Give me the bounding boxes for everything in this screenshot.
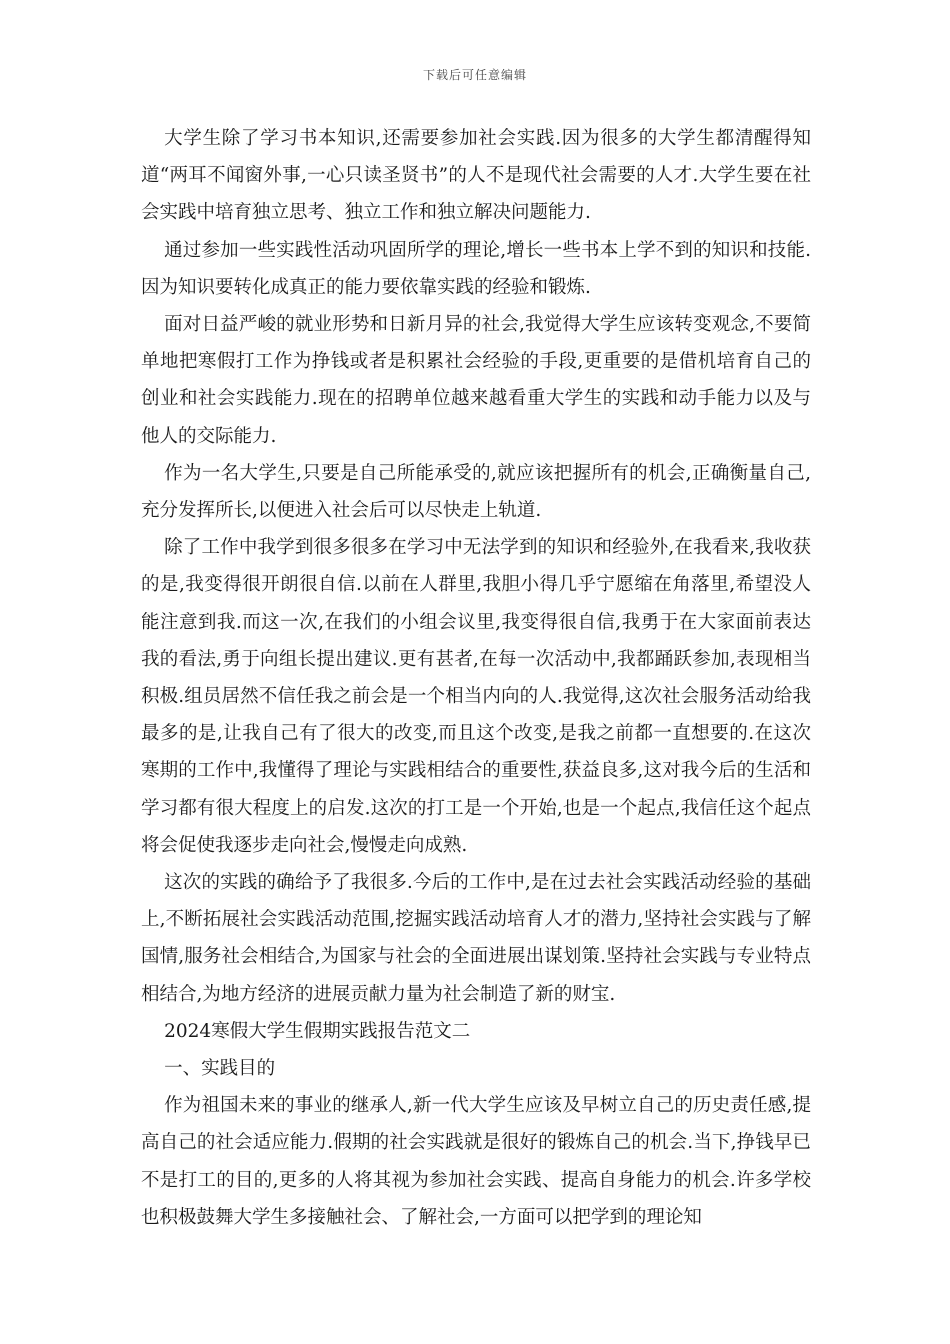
paragraph-employment: 面对日益严峻的就业形势和日新月异的社会,我觉得大学生应该转变观念,不要简单地把寒假打工作为挣钱或者是积累社会经验的手段,更重要的是借机培育自己的创业和社会实践能力.现在的招聘单位越来越看重大学生的实践和动手能力以及与他人的交际能力. (141, 314, 811, 447)
paragraph-purpose: 作为祖国未来的事业的继承人,新一代大学生应该及早树立自己的历史责任感,提高自己的社会适应能力.假期的社会实践就是很好的锻炼自己的机会.当下,挣钱早已不是打工的目的,更多的人将其视为参加社会实践、提高自身能力的机会.许多学校也积极鼓舞大学生多接触社会、了解社会,一方面可以把学到的理论知 (141, 1095, 811, 1228)
paragraph-intro: 大学生除了学习书本知识,还需要参加社会实践.因为很多的大学生都清醒得知道“两耳不闻窗外事,一心只读圣贤书”的人不是现代社会需要的人才.大学生要在社会实践中培育独立思考、独立工作和独立解决问题能力. (141, 128, 811, 224)
document-body (141, 120, 811, 1236)
paragraph-opportunity: 作为一名大学生,只要是自己所能承受的,就应该把握所有的机会,正确衡量自己,充分发挥所长,以便进入社会后可以尽快走上轨道. (141, 462, 811, 522)
paragraph-future-work: 这次的实践的确给予了我很多.今后的工作中,是在过去社会实践活动经验的基础上,不断拓展社会实践活动范围,挖掘实践活动培育人才的潜力,坚持社会实践与了解国情,服务社会相结合,为国家与社会的全面进展出谋划策.坚持社会实践与专业特点相结合,为地方经济的进展贡献力量为社会制造了新的财宝. (141, 872, 811, 1005)
paragraph-theory: 通过参加一些实践性活动巩固所学的理论,增长一些书本上学不到的知识和技能.因为知识要转化成真正的能力要依靠实践的经验和锻炼. (141, 239, 811, 298)
paragraph-gains: 除了工作中我学到很多很多在学习中无法学到的知识和经验外,在我看来,我收获的是,我变得很开朗很自信.以前在人群里,我胆小得几乎宁愿缩在角落里,希望没人能注意到我.而这一次,在我们的小组会议里,我变得很自信,我勇于在大家面前表达我的看法,勇于向组长提出建议.更有甚者,在每一次活动中,我都踊跃参加,表现相当积极.组员居然不信任我之前会是一个相当内向的人.我觉得,这次社会服务活动给我最多的是,让我自己有了很大的改变,而且这个改变,是我之前都一直想要的.在这次寒期的工作中,我懂得了理论与实践相结合的重要性,获益良多,这对我今后的生活和学习都有很大程度上的启发.这次的打工是一个开始,也是一个起点,我信任这个起点将会促使我逐步走向社会,慢慢走向成熟. (141, 537, 811, 856)
section-title: 2024寒假大学生假期实践报告范文二 (164, 1020, 471, 1042)
page-header-note: 下载后可任意编辑 (422, 68, 527, 82)
subsection-title: 一、实践目的 (164, 1058, 276, 1080)
